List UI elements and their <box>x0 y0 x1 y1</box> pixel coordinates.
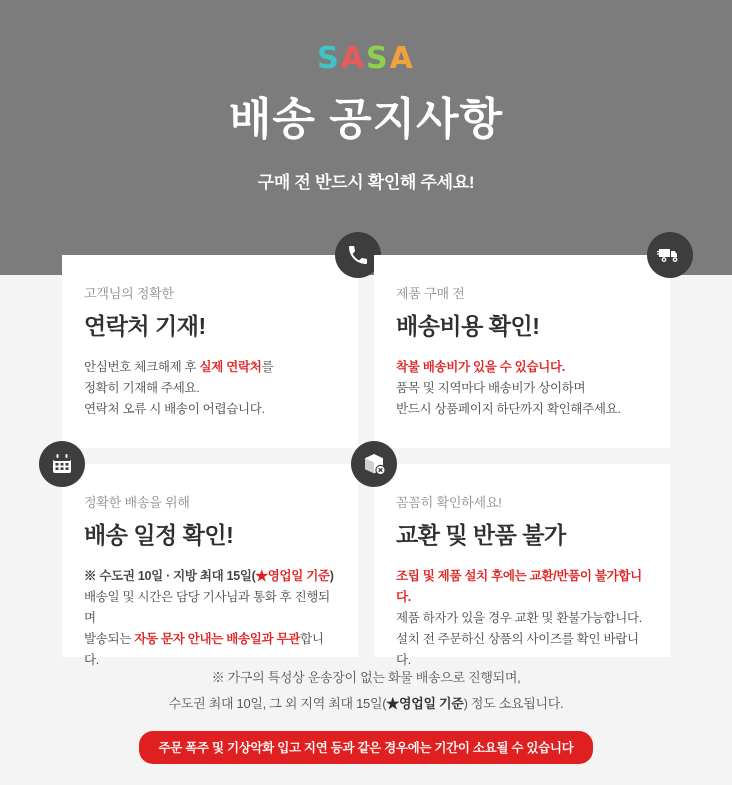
card-title: 배송 일정 확인! <box>84 522 234 548</box>
card-line: 배송일 및 시간은 담당 기사님과 통화 후 진행되며 <box>84 590 330 625</box>
footer-notes <box>0 665 732 764</box>
line-pre: 발송되는 <box>84 632 135 646</box>
no-box-icon <box>351 441 397 487</box>
card-line: 반드시 상품페이지 하단까지 확인해주세요. <box>396 402 621 416</box>
footer-line-2-pre: 수도권 최대 10일, 그 외 지역 최대 15일( <box>168 696 387 711</box>
truck-icon <box>647 232 693 278</box>
calendar-icon <box>39 441 85 487</box>
brand-letter-3: S <box>366 41 390 76</box>
notice-card-schedule <box>62 464 358 667</box>
footer-line-2-post: ) 정도 소요됩니다. <box>463 696 564 711</box>
card-line: 정확히 기재해 주세요. <box>84 381 200 395</box>
brand-letter-4: A <box>389 41 415 76</box>
footer-line-2 <box>0 691 732 717</box>
card-line: 설치 전 주문하신 상품의 사이즈를 확인 바랍니다. <box>396 632 639 667</box>
brand-letter-2: A <box>340 41 366 76</box>
line-highlight: 자동 문자 안내는 배송일과 무관 <box>134 632 301 646</box>
brand-logo <box>0 42 732 76</box>
line-pre: 안심번호 체크해제 후 <box>84 360 200 374</box>
card-kicker: 고객님의 정확한 <box>84 286 174 301</box>
line-highlight: 실제 연락처 <box>199 360 262 374</box>
line-post: ) <box>329 569 334 583</box>
line-highlight: 착불 배송비가 있을 수 있습니다. <box>396 360 565 374</box>
footer-line-1: ※ 가구의 특성상 운송장이 없는 화물 배송으로 진행되며, <box>211 670 521 685</box>
footer-badge: 주문 폭주 및 기상악화 입고 지연 등과 같은 경우에는 기간이 소요될 수 있습니다 <box>139 731 594 764</box>
notice-card-return <box>374 464 670 667</box>
card-title: 교환 및 반품 불가 <box>396 522 566 548</box>
card-title: 배송비용 확인! <box>396 313 540 339</box>
page-subtitle: 구매 전 반드시 확인해 주세요! <box>257 173 475 192</box>
footer-line-2-bold: ★영업일 기준 <box>386 696 464 711</box>
page-title: 배송 공지사항 <box>228 95 504 144</box>
line-pre: ※ 수도권 10일 · 지방 최대 15일( <box>84 569 256 583</box>
notice-card-contact <box>62 255 358 448</box>
card-title: 연락처 기재! <box>84 313 206 339</box>
card-line <box>84 357 336 378</box>
notice-card-grid <box>62 255 670 667</box>
brand-letter-1: S <box>317 41 341 76</box>
card-line <box>396 566 648 608</box>
card-kicker: 정확한 배송을 위해 <box>84 495 190 510</box>
card-line: 제품 하자가 있을 경우 교환 및 환불가능합니다. <box>396 611 642 625</box>
card-kicker: 제품 구매 전 <box>396 286 465 301</box>
card-line: 연락처 오류 시 배송이 어렵습니다. <box>84 402 265 416</box>
card-line <box>84 566 336 587</box>
notice-card-shipping-fee <box>374 255 670 448</box>
line-post: 합니다. <box>84 632 324 667</box>
line-highlight: ★영업일 기준 <box>255 569 330 583</box>
line-highlight: 조립 및 제품 설치 후에는 교환/반품이 불가합니다. <box>396 569 642 604</box>
card-line <box>396 357 648 378</box>
card-kicker: 꼼꼼히 확인하세요! <box>396 495 502 510</box>
card-line: 품목 및 지역마다 배송비가 상이하며 <box>396 381 586 395</box>
line-post: 를 <box>261 360 274 374</box>
